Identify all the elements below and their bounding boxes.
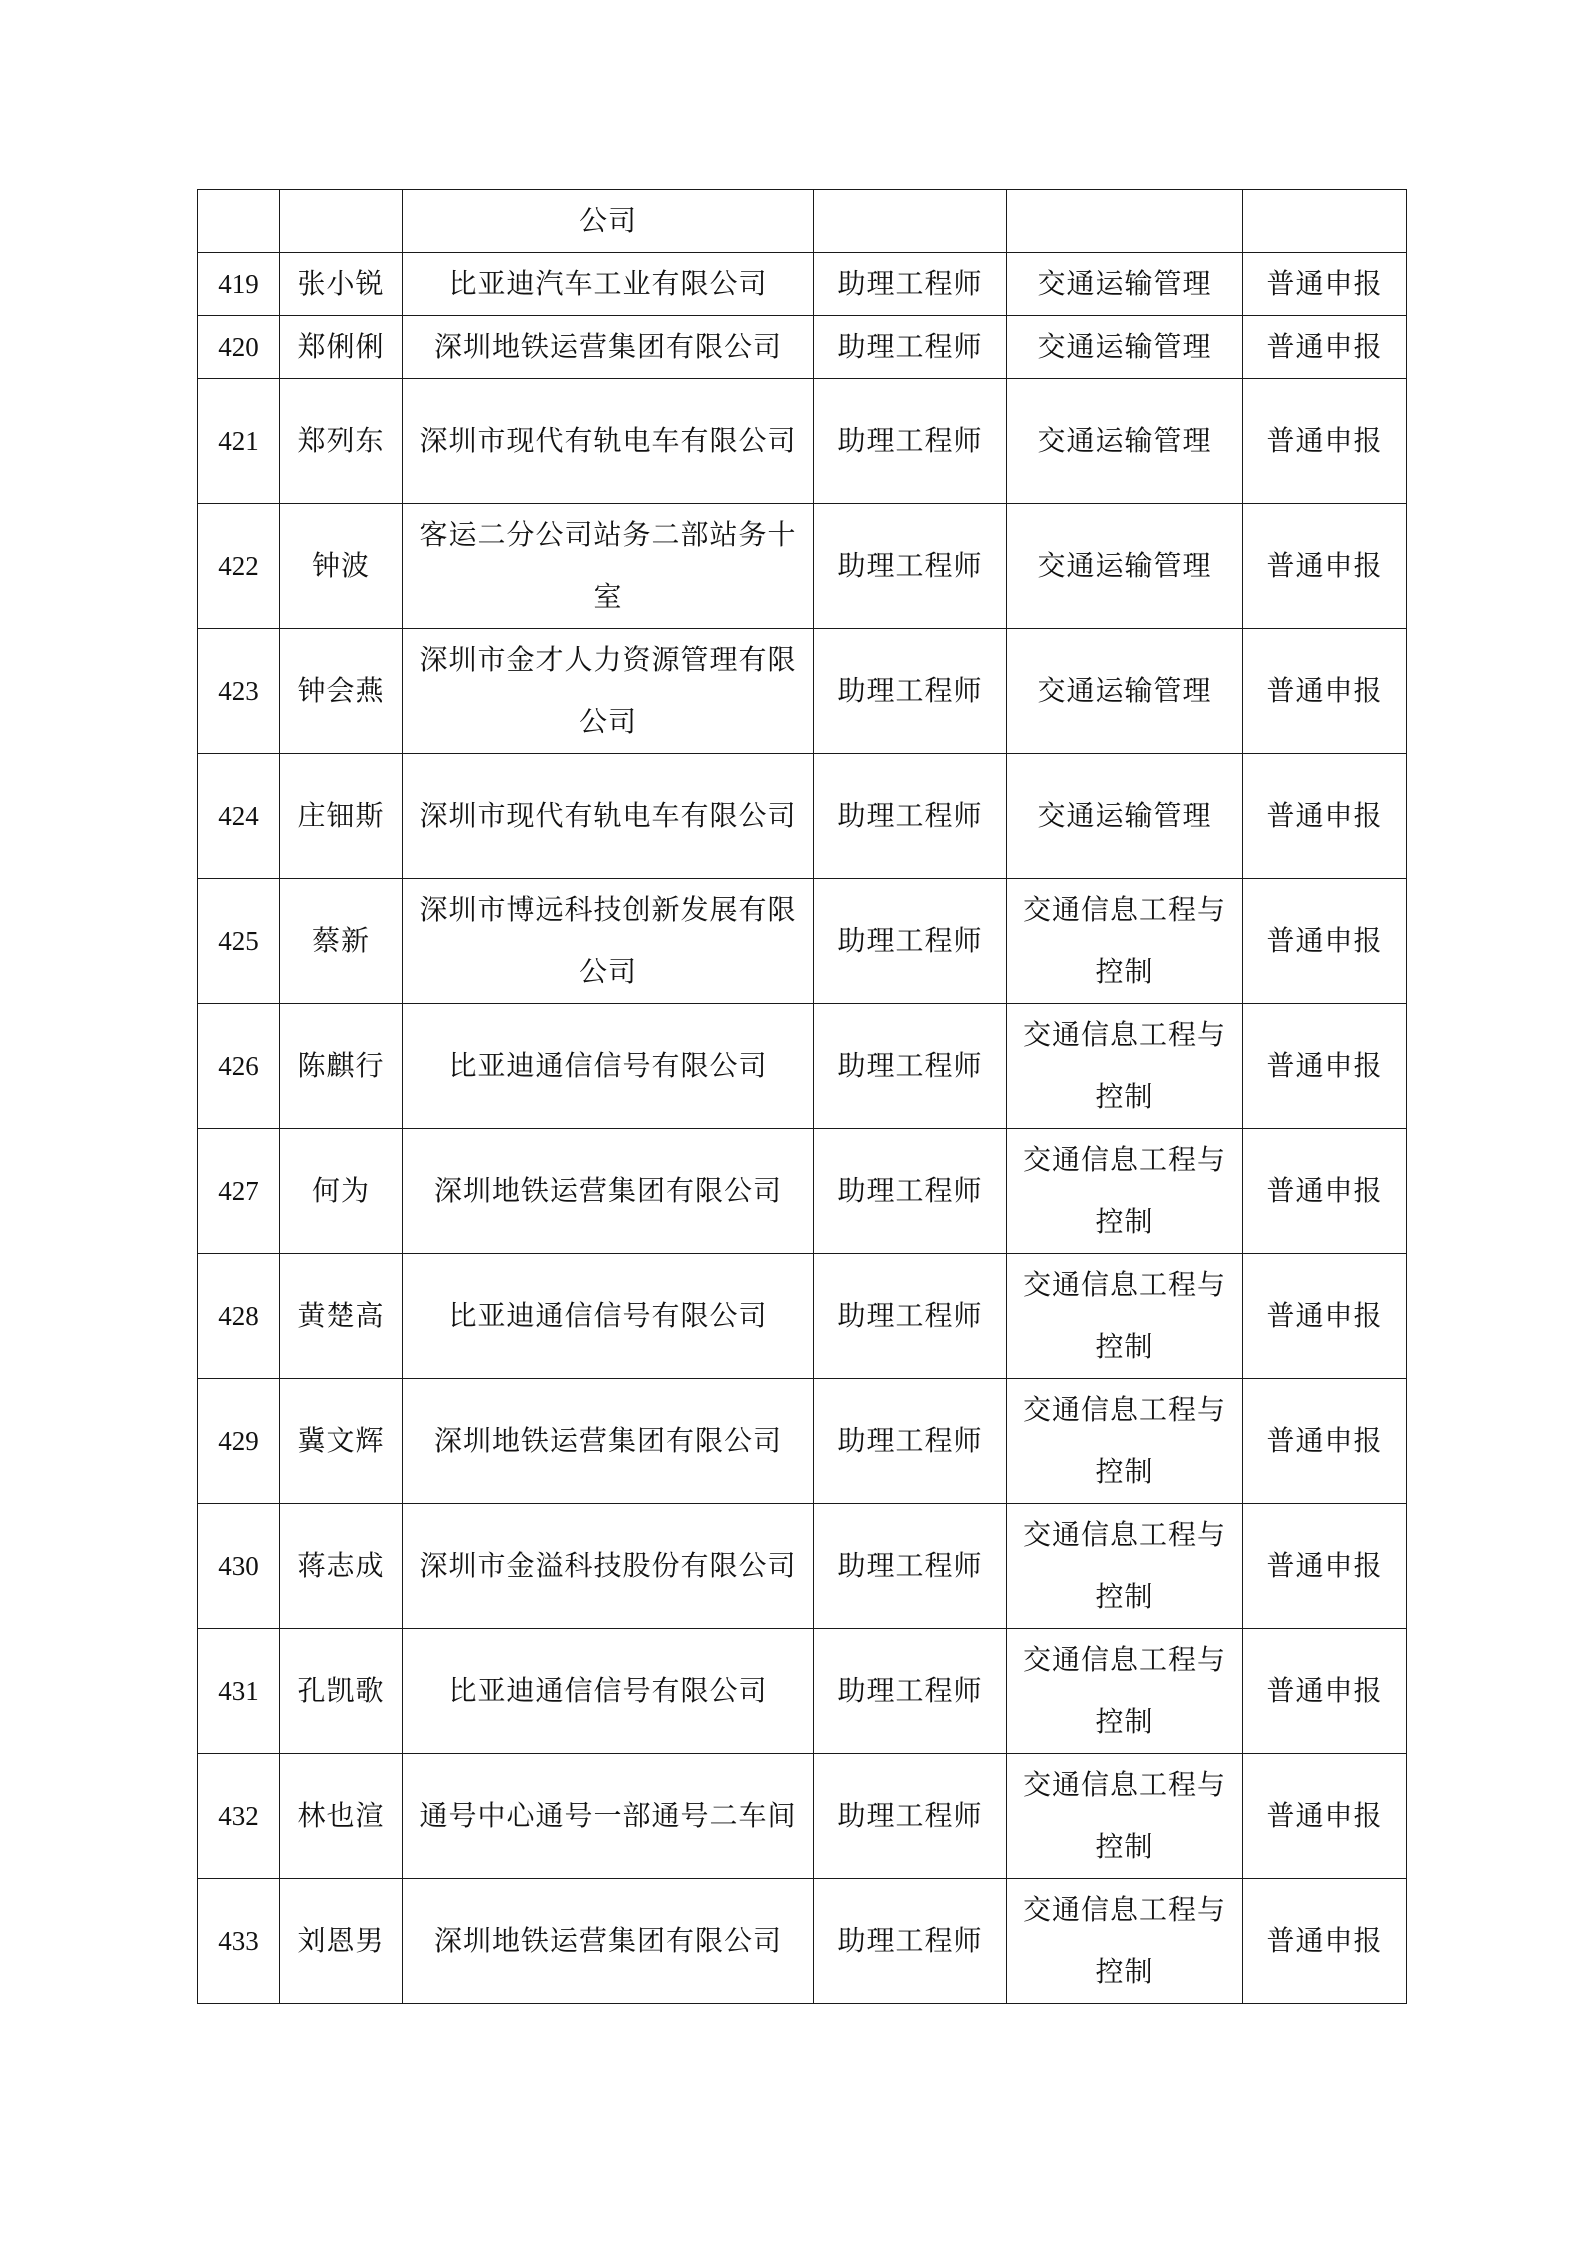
cell-type: 普通申报 bbox=[1243, 1379, 1407, 1504]
cell-name: 黄楚高 bbox=[280, 1254, 403, 1379]
cell-company: 比亚迪汽车工业有限公司 bbox=[403, 253, 814, 316]
cell-title: 助理工程师 bbox=[814, 1129, 1007, 1254]
cell-field: 交通信息工程与控制 bbox=[1007, 1879, 1243, 2004]
cell-field: 交通信息工程与控制 bbox=[1007, 1629, 1243, 1754]
table-row bbox=[198, 504, 1407, 629]
cell-name: 郑俐俐 bbox=[280, 316, 403, 379]
cell-number: 433 bbox=[198, 1879, 280, 2004]
cell-name: 钟会燕 bbox=[280, 629, 403, 754]
cell-company: 深圳市现代有轨电车有限公司 bbox=[403, 754, 814, 879]
table-row bbox=[198, 316, 1407, 379]
cell-number: 422 bbox=[198, 504, 280, 629]
table-row bbox=[198, 754, 1407, 879]
cell-name: 孔凯歌 bbox=[280, 1629, 403, 1754]
cell-name bbox=[280, 190, 403, 253]
cell-company: 深圳市现代有轨电车有限公司 bbox=[403, 379, 814, 504]
cell-field: 交通运输管理 bbox=[1007, 629, 1243, 754]
cell-name: 何为 bbox=[280, 1129, 403, 1254]
cell-title: 助理工程师 bbox=[814, 1254, 1007, 1379]
cell-type: 普通申报 bbox=[1243, 316, 1407, 379]
cell-company: 比亚迪通信信号有限公司 bbox=[403, 1254, 814, 1379]
table-row bbox=[198, 1379, 1407, 1504]
cell-number: 421 bbox=[198, 379, 280, 504]
cell-title: 助理工程师 bbox=[814, 1004, 1007, 1129]
table-row bbox=[198, 190, 1407, 253]
cell-number: 424 bbox=[198, 754, 280, 879]
cell-field: 交通信息工程与控制 bbox=[1007, 1254, 1243, 1379]
cell-number: 431 bbox=[198, 1629, 280, 1754]
cell-type: 普通申报 bbox=[1243, 1004, 1407, 1129]
table-row bbox=[198, 1004, 1407, 1129]
cell-title: 助理工程师 bbox=[814, 1879, 1007, 2004]
cell-name: 钟波 bbox=[280, 504, 403, 629]
table-row bbox=[198, 1754, 1407, 1879]
cell-company: 深圳地铁运营集团有限公司 bbox=[403, 1879, 814, 2004]
cell-name: 冀文辉 bbox=[280, 1379, 403, 1504]
table-row bbox=[198, 253, 1407, 316]
cell-field: 交通信息工程与控制 bbox=[1007, 1754, 1243, 1879]
cell-number: 428 bbox=[198, 1254, 280, 1379]
cell-name: 张小锐 bbox=[280, 253, 403, 316]
cell-field: 交通运输管理 bbox=[1007, 504, 1243, 629]
cell-type: 普通申报 bbox=[1243, 879, 1407, 1004]
table-row bbox=[198, 1254, 1407, 1379]
table-row bbox=[198, 1879, 1407, 2004]
cell-number: 419 bbox=[198, 253, 280, 316]
cell-number: 429 bbox=[198, 1379, 280, 1504]
cell-type: 普通申报 bbox=[1243, 504, 1407, 629]
cell-name: 庄钿斯 bbox=[280, 754, 403, 879]
cell-field: 交通信息工程与控制 bbox=[1007, 1379, 1243, 1504]
cell-number: 423 bbox=[198, 629, 280, 754]
cell-company: 深圳市博远科技创新发展有限公司 bbox=[403, 879, 814, 1004]
cell-company: 比亚迪通信信号有限公司 bbox=[403, 1004, 814, 1129]
cell-number: 427 bbox=[198, 1129, 280, 1254]
cell-field: 交通信息工程与控制 bbox=[1007, 1129, 1243, 1254]
cell-field: 交通信息工程与控制 bbox=[1007, 1504, 1243, 1629]
table-row bbox=[198, 879, 1407, 1004]
cell-type: 普通申报 bbox=[1243, 1754, 1407, 1879]
cell-field: 交通运输管理 bbox=[1007, 253, 1243, 316]
cell-field: 交通运输管理 bbox=[1007, 379, 1243, 504]
cell-field: 交通信息工程与控制 bbox=[1007, 1004, 1243, 1129]
table-row bbox=[198, 629, 1407, 754]
cell-name: 郑列东 bbox=[280, 379, 403, 504]
cell-company: 深圳地铁运营集团有限公司 bbox=[403, 316, 814, 379]
cell-type: 普通申报 bbox=[1243, 1129, 1407, 1254]
applicant-table bbox=[197, 189, 1407, 2004]
table-row bbox=[198, 1629, 1407, 1754]
table-row bbox=[198, 1129, 1407, 1254]
cell-type: 普通申报 bbox=[1243, 629, 1407, 754]
cell-title: 助理工程师 bbox=[814, 754, 1007, 879]
cell-type: 普通申报 bbox=[1243, 1629, 1407, 1754]
cell-title: 助理工程师 bbox=[814, 1754, 1007, 1879]
cell-field bbox=[1007, 190, 1243, 253]
cell-company: 深圳地铁运营集团有限公司 bbox=[403, 1379, 814, 1504]
cell-field: 交通信息工程与控制 bbox=[1007, 879, 1243, 1004]
cell-type: 普通申报 bbox=[1243, 1504, 1407, 1629]
cell-name: 陈麒行 bbox=[280, 1004, 403, 1129]
cell-field: 交通运输管理 bbox=[1007, 754, 1243, 879]
cell-type: 普通申报 bbox=[1243, 1879, 1407, 2004]
cell-number: 430 bbox=[198, 1504, 280, 1629]
cell-number: 432 bbox=[198, 1754, 280, 1879]
cell-company: 公司 bbox=[403, 190, 814, 253]
cell-name: 刘恩男 bbox=[280, 1879, 403, 2004]
cell-number: 426 bbox=[198, 1004, 280, 1129]
cell-name: 林也渲 bbox=[280, 1754, 403, 1879]
cell-type: 普通申报 bbox=[1243, 379, 1407, 504]
cell-title bbox=[814, 190, 1007, 253]
cell-title: 助理工程师 bbox=[814, 1379, 1007, 1504]
cell-title: 助理工程师 bbox=[814, 879, 1007, 1004]
cell-company: 深圳市金才人力资源管理有限公司 bbox=[403, 629, 814, 754]
table-row bbox=[198, 1504, 1407, 1629]
cell-name: 蒋志成 bbox=[280, 1504, 403, 1629]
cell-company: 深圳市金溢科技股份有限公司 bbox=[403, 1504, 814, 1629]
cell-company: 客运二分公司站务二部站务十室 bbox=[403, 504, 814, 629]
cell-title: 助理工程师 bbox=[814, 1629, 1007, 1754]
cell-type: 普通申报 bbox=[1243, 754, 1407, 879]
cell-title: 助理工程师 bbox=[814, 1504, 1007, 1629]
cell-title: 助理工程师 bbox=[814, 629, 1007, 754]
cell-type: 普通申报 bbox=[1243, 1254, 1407, 1379]
cell-type bbox=[1243, 190, 1407, 253]
table-row bbox=[198, 379, 1407, 504]
cell-number: 425 bbox=[198, 879, 280, 1004]
cell-title: 助理工程师 bbox=[814, 253, 1007, 316]
cell-type: 普通申报 bbox=[1243, 253, 1407, 316]
cell-title: 助理工程师 bbox=[814, 504, 1007, 629]
cell-title: 助理工程师 bbox=[814, 379, 1007, 504]
cell-field: 交通运输管理 bbox=[1007, 316, 1243, 379]
cell-number bbox=[198, 190, 280, 253]
cell-title: 助理工程师 bbox=[814, 316, 1007, 379]
cell-company: 比亚迪通信信号有限公司 bbox=[403, 1629, 814, 1754]
cell-name: 蔡新 bbox=[280, 879, 403, 1004]
cell-number: 420 bbox=[198, 316, 280, 379]
cell-company: 深圳地铁运营集团有限公司 bbox=[403, 1129, 814, 1254]
cell-company: 通号中心通号一部通号二车间 bbox=[403, 1754, 814, 1879]
